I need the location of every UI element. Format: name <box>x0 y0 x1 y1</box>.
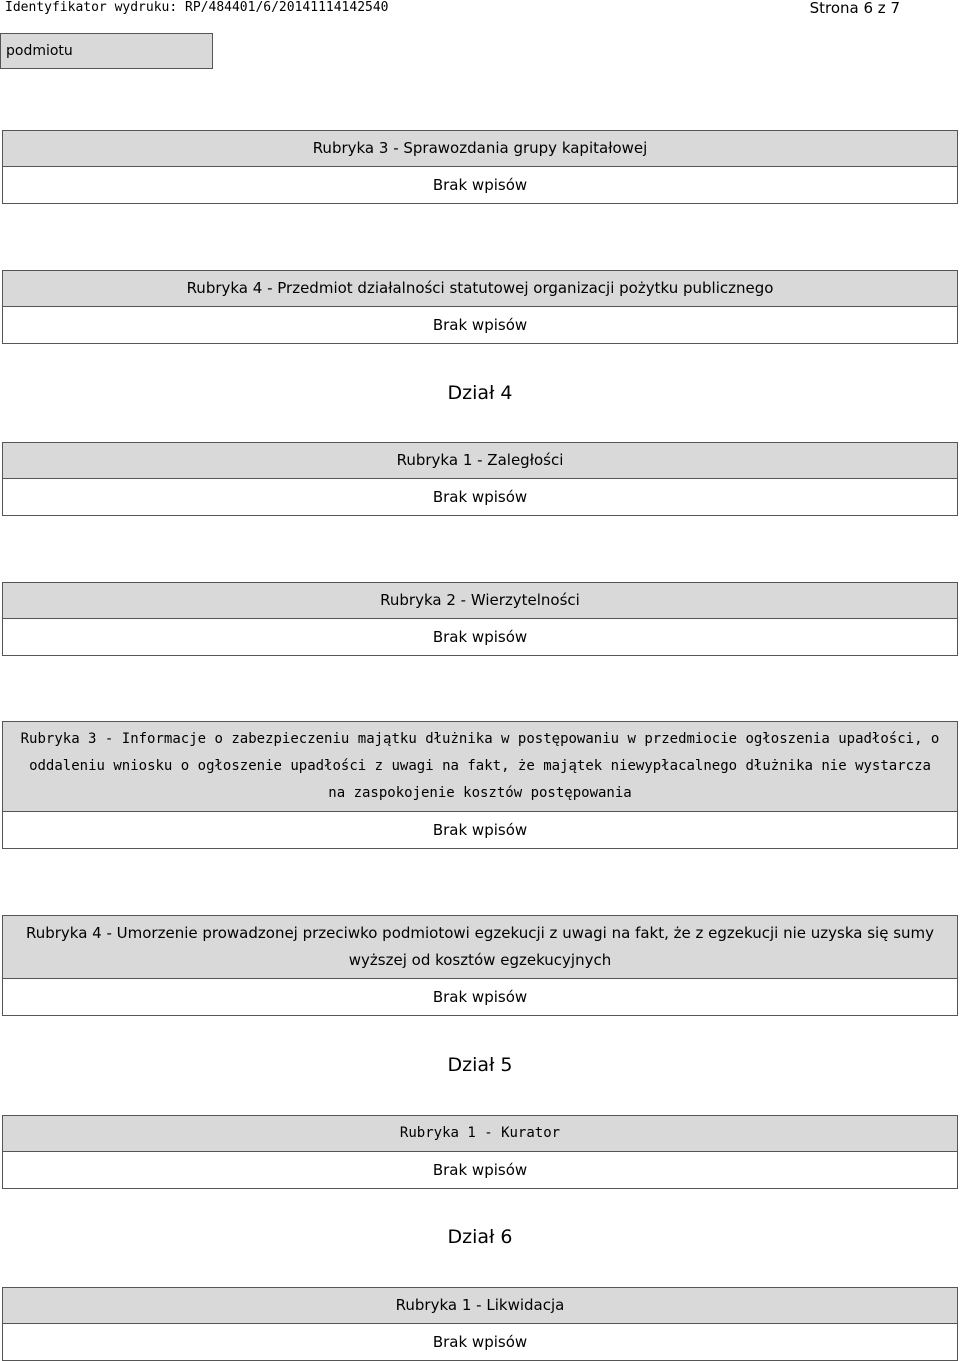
section-title: Rubryka 1 - Kurator <box>3 1116 957 1152</box>
section-body: Brak wpisów <box>3 1324 957 1360</box>
section-body: Brak wpisów <box>3 812 957 848</box>
continuation-label: podmiotu <box>0 33 213 69</box>
section-body: Brak wpisów <box>3 167 957 203</box>
division-title: Dział 4 <box>447 382 513 404</box>
section-title: Rubryka 1 - Zaległości <box>3 443 957 479</box>
section-rubryka-2-wierzytelnosci <box>2 582 958 656</box>
section-rubryka-1-kurator <box>2 1115 958 1189</box>
section-title: Rubryka 4 - Przedmiot działalności statutowej organizacji pożytku publicznego <box>3 271 957 307</box>
section-title: Rubryka 1 - Likwidacja <box>3 1288 957 1324</box>
section-body: Brak wpisów <box>3 979 957 1015</box>
division-title: Dział 5 <box>447 1054 513 1076</box>
print-identifier: Identyfikator wydruku: RP/484401/6/20141114142540 <box>5 0 389 15</box>
section-body: Brak wpisów <box>3 1152 957 1188</box>
section-title: Rubryka 3 - Informacje o zabezpieczeniu majątku dłużnika w postępowaniu w przedmiocie ogłoszenia upadłości, o oddaleniu wniosku o ogłoszenie upadłości z uwagi na fakt, że majątek niewypłacalnego dłużnika nie wystarcza na zaspokojenie kosztów postępowania <box>3 722 957 812</box>
section-body: Brak wpisów <box>3 619 957 655</box>
section-rubryka-4-przedmiot <box>2 270 958 344</box>
page-number: Strona 6 z 7 <box>809 0 900 17</box>
section-title: Rubryka 3 - Sprawozdania grupy kapitałowej <box>3 131 957 167</box>
section-rubryka-1-likwidacja <box>2 1287 958 1361</box>
section-rubryka-1-zaleglosci <box>2 442 958 516</box>
section-body: Brak wpisów <box>3 479 957 515</box>
section-rubryka-4-umorzenie <box>2 915 958 1016</box>
division-title: Dział 6 <box>447 1226 513 1248</box>
section-rubryka-3-informacje <box>2 721 958 849</box>
section-rubryka-3-sprawozdania <box>2 130 958 204</box>
section-title: Rubryka 4 - Umorzenie prowadzonej przeciwko podmiotowi egzekucji z uwagi na fakt, że z egzekucji nie uzyska się sumy wyższej od kosztów egzekucyjnych <box>3 916 957 979</box>
section-body: Brak wpisów <box>3 307 957 343</box>
section-title: Rubryka 2 - Wierzytelności <box>3 583 957 619</box>
